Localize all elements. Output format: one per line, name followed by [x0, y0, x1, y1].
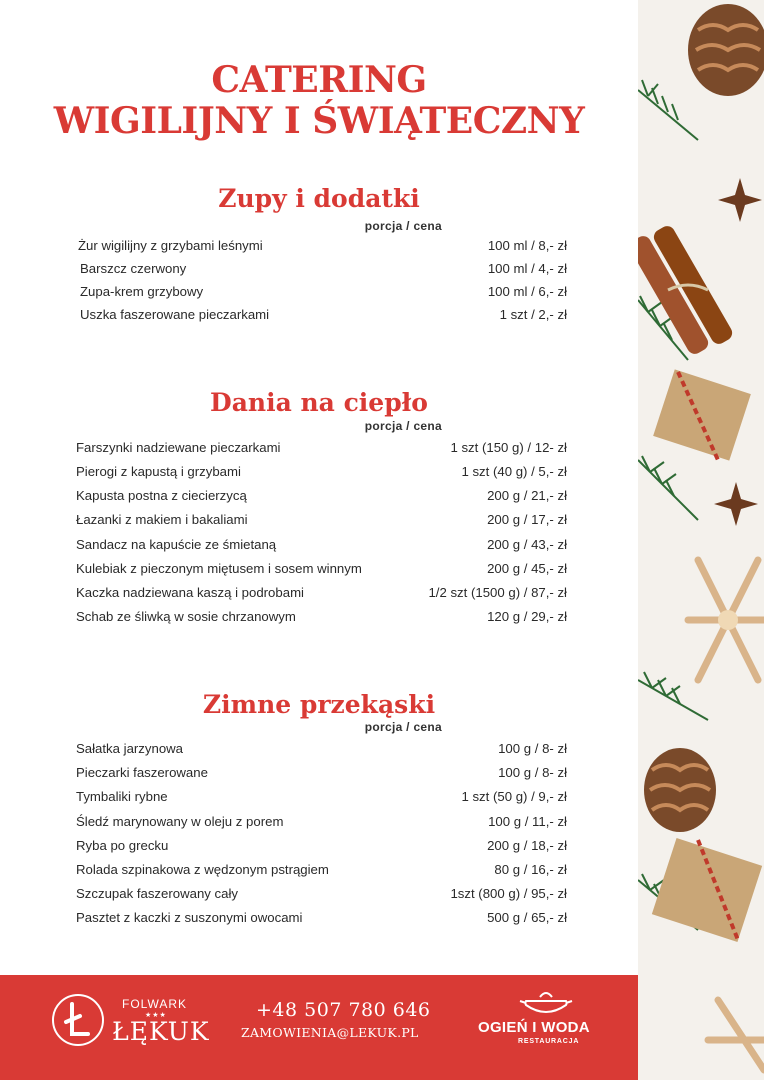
- menu-item: [76, 488, 567, 510]
- section-title-cold-appetizers: Zimne przekąski: [202, 690, 436, 719]
- item-price: 100 ml / 8,- zł: [487, 238, 567, 253]
- item-price: 200 g / 21,- zł: [487, 488, 567, 503]
- menu-item: [76, 261, 567, 283]
- brand-small-label: FOLWARK: [122, 997, 188, 1011]
- pinecone-icon: [644, 748, 716, 832]
- item-price: 100 g / 8- zł: [498, 741, 567, 756]
- item-name: Rolada szpinakowa z wędzonym pstrągiem: [76, 862, 329, 877]
- item-name: Tymbaliki rybne: [76, 789, 168, 804]
- item-name: Żur wigilijny z grzybami leśnymi: [78, 238, 263, 253]
- item-name: Pierogi z kapustą i grzybami: [76, 464, 241, 479]
- item-price: 1szt (800 g) / 95,- zł: [450, 886, 567, 901]
- menu-item: [76, 765, 567, 787]
- item-name: Barszcz czerwony: [80, 261, 187, 276]
- menu-item: [76, 814, 567, 836]
- restaurant-label: RESTAURACJA: [518, 1038, 580, 1045]
- item-name: Schab ze śliwką w sosie chrzanowym: [76, 609, 296, 624]
- menu-item: [76, 464, 567, 486]
- menu-item: [76, 238, 567, 260]
- restaurant-name: OGIEŃ I WODA: [478, 1019, 590, 1036]
- menu-item: [76, 862, 567, 884]
- item-price: 100 g / 8- zł: [498, 765, 567, 780]
- page-title-line2: WIGILIJNY I ŚWIĄTECZNY: [53, 100, 585, 142]
- item-price: 200 g / 18,- zł: [487, 838, 567, 853]
- menu-item: [76, 741, 567, 763]
- item-name: Sałatka jarzynowa: [76, 741, 184, 756]
- brand-name: ŁĘKUK: [112, 1017, 210, 1046]
- phone-number[interactable]: +48 507 780 646: [256, 999, 431, 1021]
- item-price: 200 g / 17,- zł: [487, 512, 567, 527]
- item-price: 1/2 szt (1500 g) / 87,- zł: [428, 585, 567, 600]
- section-title-soups: Zupy i dodatki: [218, 184, 420, 213]
- menu-item: [76, 537, 567, 559]
- menu-item: [76, 512, 567, 534]
- item-name: Pasztet z kaczki z suszonymi owocami: [76, 910, 303, 925]
- item-price: 1 szt (40 g) / 5,- zł: [461, 464, 567, 479]
- page-title-line1: CATERING: [211, 59, 427, 101]
- footer-bar: [0, 975, 638, 1080]
- star-anise-icon: [714, 178, 762, 526]
- menu-item: [76, 284, 567, 306]
- column-header: porcja / cena: [364, 419, 442, 433]
- decoration-illustration: [638, 0, 764, 1080]
- item-name: Sandacz na kapuście ze śmietaną: [76, 537, 277, 552]
- menu-item: [76, 910, 567, 932]
- item-name: Ryba po grecku: [76, 838, 169, 853]
- column-header: porcja / cena: [364, 720, 442, 734]
- menu-item: [76, 585, 567, 607]
- item-name: Szczupak faszerowany cały: [76, 886, 238, 901]
- cinnamon-stick-icon: [638, 223, 735, 357]
- item-price: 200 g / 43,- zł: [487, 537, 567, 552]
- lekuk-logo-icon: [50, 992, 106, 1048]
- menu-item: [76, 440, 567, 462]
- menu-item: [76, 609, 567, 631]
- item-name: Zupa-krem grzybowy: [80, 284, 204, 299]
- menu-item: [76, 838, 567, 860]
- item-price: 1 szt (150 g) / 12- zł: [450, 440, 567, 455]
- item-price: 100 ml / 6,- zł: [487, 284, 567, 299]
- menu-item: [76, 561, 567, 583]
- item-price: 1 szt (50 g) / 9,- zł: [461, 789, 567, 804]
- item-price: 120 g / 29,- zł: [487, 609, 567, 624]
- brand-stars: ★★★: [145, 1012, 167, 1019]
- item-price: 80 g / 16,- zł: [494, 862, 567, 877]
- item-name: Farszynki nadziewane pieczarkami: [76, 440, 281, 455]
- item-name: Śledź marynowany w oleju z porem: [76, 814, 284, 829]
- menu-item: [76, 886, 567, 908]
- menu-item: [76, 307, 567, 329]
- item-name: Kapusta postna z ciecierzycą: [76, 488, 247, 503]
- item-price: 200 g / 45,- zł: [487, 561, 567, 576]
- menu-item: [76, 789, 567, 811]
- pinecone-icon: [688, 4, 764, 96]
- button-ornament-icon: [718, 610, 738, 630]
- item-name: Kaczka nadziewana kaszą i podrobami: [76, 585, 304, 600]
- item-price: 1 szt / 2,- zł: [499, 307, 567, 322]
- item-name: Kulebiak z pieczonym miętusem i sosem winnym: [76, 561, 362, 576]
- item-price: 100 g / 11,- zł: [488, 814, 567, 829]
- christmas-decoration-strip: [638, 0, 764, 1080]
- section-title-hot-dishes: Dania na ciepło: [210, 388, 428, 417]
- item-name: Uszka faszerowane pieczarkami: [80, 307, 270, 322]
- column-header: porcja / cena: [364, 219, 442, 233]
- item-name: Pieczarki faszerowane: [76, 765, 208, 780]
- email-address[interactable]: ZAMOWIENIA@LEKUK.PL: [241, 1025, 419, 1040]
- cooking-pot-icon: [518, 987, 574, 1019]
- item-price: 500 g / 65,- zł: [487, 910, 567, 925]
- item-price: 100 ml / 4,- zł: [487, 261, 567, 276]
- item-name: Łazanki z makiem i bakaliami: [76, 512, 248, 527]
